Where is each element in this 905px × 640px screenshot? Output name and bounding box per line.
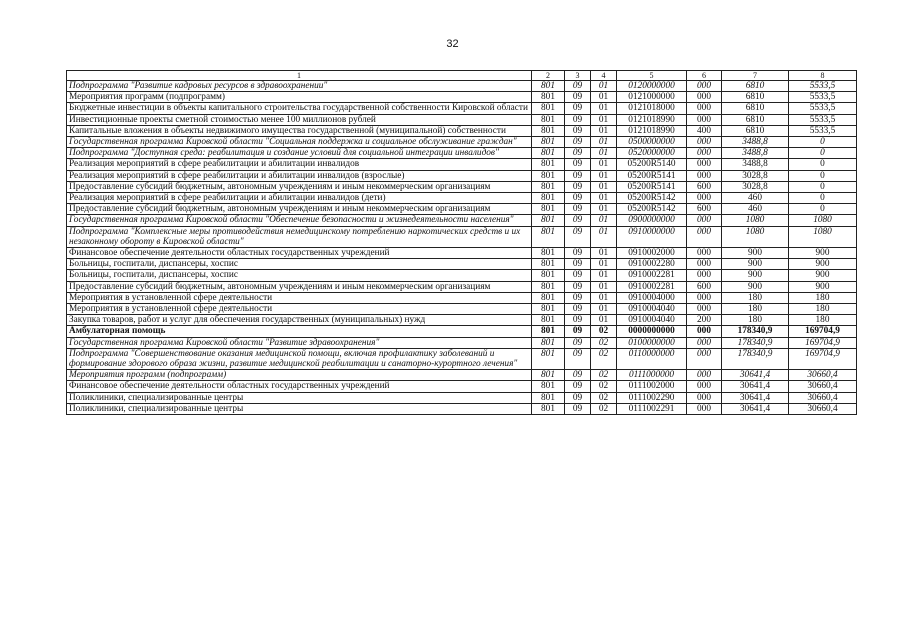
- row-value-cell: 09: [565, 103, 591, 114]
- row-value-cell: 01: [591, 137, 617, 148]
- row-value-cell: 0121018990: [617, 114, 687, 125]
- column-header: 7: [722, 71, 789, 81]
- table-row: [67, 315, 857, 326]
- row-value-cell: 000: [687, 337, 722, 348]
- row-value-cell: 900: [722, 259, 789, 270]
- row-label-cell: Подпрограмма "Совершенствование оказания медицинской помощи, включая профилактику заболеваний и формирование здорового образа жизни, развитие медицинской реабилитации и санаторно-курортного лечения": [67, 348, 532, 369]
- row-value-cell: 801: [532, 248, 565, 259]
- row-value-cell: 09: [565, 170, 591, 181]
- row-value-cell: 000: [687, 159, 722, 170]
- row-value-cell: 5533,5: [789, 125, 857, 136]
- row-value-cell: 000: [687, 348, 722, 369]
- row-value-cell: 178340,9: [722, 348, 789, 369]
- row-value-cell: 05200R5141: [617, 181, 687, 192]
- row-value-cell: 1080: [789, 215, 857, 226]
- row-value-cell: 000: [687, 170, 722, 181]
- row-value-cell: 3488,8: [722, 137, 789, 148]
- row-label-cell: Предоставление субсидий бюджетным, автономным учреждениям и иным некоммерческим организациям: [67, 281, 532, 292]
- row-value-cell: 01: [591, 292, 617, 303]
- table-row: [67, 137, 857, 148]
- row-value-cell: 09: [565, 337, 591, 348]
- row-value-cell: 180: [722, 315, 789, 326]
- column-header: 3: [565, 71, 591, 81]
- row-value-cell: 000: [687, 215, 722, 226]
- row-value-cell: 0121000000: [617, 92, 687, 103]
- row-value-cell: 000: [687, 148, 722, 159]
- table-row: [67, 226, 857, 247]
- row-label-cell: Финансовое обеспечение деятельности областных государственных учреждений: [67, 381, 532, 392]
- row-value-cell: 169704,9: [789, 337, 857, 348]
- table-row: [67, 348, 857, 369]
- row-value-cell: 01: [591, 193, 617, 204]
- row-value-cell: 801: [532, 304, 565, 315]
- row-value-cell: 000: [687, 392, 722, 403]
- row-value-cell: 3488,8: [722, 148, 789, 159]
- row-value-cell: 801: [532, 259, 565, 270]
- row-label-cell: Мероприятия в установленной сфере деятельности: [67, 304, 532, 315]
- row-value-cell: 05200R5142: [617, 204, 687, 215]
- row-value-cell: 3028,8: [722, 181, 789, 192]
- row-value-cell: 5533,5: [789, 81, 857, 92]
- table-row: [67, 248, 857, 259]
- column-header: 5: [617, 71, 687, 81]
- row-value-cell: 000: [687, 114, 722, 125]
- row-value-cell: 801: [532, 326, 565, 337]
- row-value-cell: 000: [687, 292, 722, 303]
- row-value-cell: 0910002281: [617, 270, 687, 281]
- row-value-cell: 169704,9: [789, 348, 857, 369]
- table-row: [67, 81, 857, 92]
- row-value-cell: 200: [687, 315, 722, 326]
- row-value-cell: 0121018000: [617, 103, 687, 114]
- row-label-cell: Бюджетные инвестиции в объекты капитального строительства государственной собственности Кировской области: [67, 103, 532, 114]
- row-label-cell: Подпрограмма "Развитие кадровых ресурсов в здравоохранении": [67, 81, 532, 92]
- row-value-cell: 6810: [722, 81, 789, 92]
- row-value-cell: 900: [789, 281, 857, 292]
- row-value-cell: 0910004040: [617, 315, 687, 326]
- row-value-cell: 09: [565, 326, 591, 337]
- row-value-cell: 09: [565, 226, 591, 247]
- row-value-cell: 000: [687, 193, 722, 204]
- row-value-cell: 01: [591, 315, 617, 326]
- row-value-cell: 02: [591, 403, 617, 414]
- row-value-cell: 0910004040: [617, 304, 687, 315]
- row-value-cell: 801: [532, 292, 565, 303]
- table-row: [67, 281, 857, 292]
- column-header: 1: [67, 71, 532, 81]
- row-value-cell: 180: [789, 292, 857, 303]
- row-value-cell: 000: [687, 92, 722, 103]
- row-value-cell: 0111002291: [617, 403, 687, 414]
- row-value-cell: 169704,9: [789, 326, 857, 337]
- row-value-cell: 09: [565, 81, 591, 92]
- row-value-cell: 01: [591, 259, 617, 270]
- row-label-cell: Поликлиники, специализированные центры: [67, 403, 532, 414]
- row-value-cell: 178340,9: [722, 326, 789, 337]
- row-value-cell: 801: [532, 370, 565, 381]
- row-value-cell: 801: [532, 381, 565, 392]
- row-value-cell: 460: [722, 204, 789, 215]
- row-value-cell: 01: [591, 125, 617, 136]
- row-value-cell: 01: [591, 181, 617, 192]
- row-value-cell: 801: [532, 103, 565, 114]
- row-value-cell: 178340,9: [722, 337, 789, 348]
- row-value-cell: 400: [687, 125, 722, 136]
- row-value-cell: 0111002290: [617, 392, 687, 403]
- row-value-cell: 09: [565, 159, 591, 170]
- row-value-cell: 02: [591, 337, 617, 348]
- row-value-cell: 801: [532, 125, 565, 136]
- row-value-cell: 09: [565, 370, 591, 381]
- row-value-cell: 801: [532, 348, 565, 369]
- row-value-cell: 000: [687, 137, 722, 148]
- row-value-cell: 000: [687, 81, 722, 92]
- row-value-cell: 01: [591, 204, 617, 215]
- row-label-cell: Больницы, госпитали, диспансеры, хоспис: [67, 259, 532, 270]
- row-value-cell: 000: [687, 270, 722, 281]
- row-value-cell: 09: [565, 125, 591, 136]
- row-label-cell: Предоставление субсидий бюджетным, автономным учреждениям и иным некоммерческим организациям: [67, 181, 532, 192]
- row-value-cell: 30660,4: [789, 381, 857, 392]
- row-value-cell: 30660,4: [789, 370, 857, 381]
- row-value-cell: 0000000000: [617, 326, 687, 337]
- row-label-cell: Поликлиники, специализированные центры: [67, 392, 532, 403]
- row-label-cell: Государственная программа Кировской области "Обеспечение безопасности и жизнедеятельности населения": [67, 215, 532, 226]
- row-value-cell: 180: [722, 292, 789, 303]
- row-value-cell: 801: [532, 337, 565, 348]
- row-value-cell: 0520000000: [617, 148, 687, 159]
- row-value-cell: 000: [687, 381, 722, 392]
- row-value-cell: 01: [591, 103, 617, 114]
- row-value-cell: 01: [591, 270, 617, 281]
- row-value-cell: 801: [532, 204, 565, 215]
- row-value-cell: 01: [591, 248, 617, 259]
- row-value-cell: 900: [722, 270, 789, 281]
- table-header-row: [67, 71, 857, 81]
- row-value-cell: 6810: [722, 125, 789, 136]
- row-value-cell: 0110000000: [617, 348, 687, 369]
- row-value-cell: 30641,4: [722, 381, 789, 392]
- row-value-cell: 09: [565, 381, 591, 392]
- row-value-cell: 09: [565, 248, 591, 259]
- row-value-cell: 09: [565, 259, 591, 270]
- row-value-cell: 3488,8: [722, 159, 789, 170]
- row-value-cell: 900: [722, 281, 789, 292]
- row-value-cell: 900: [789, 259, 857, 270]
- row-value-cell: 30660,4: [789, 403, 857, 414]
- row-label-cell: Реализация мероприятий в сфере реабилитации и абилитации инвалидов (дети): [67, 193, 532, 204]
- row-value-cell: 000: [687, 259, 722, 270]
- row-label-cell: Реализация мероприятий в сфере реабилитации и абилитации инвалидов (взрослые): [67, 170, 532, 181]
- row-value-cell: 09: [565, 281, 591, 292]
- row-value-cell: 0: [789, 137, 857, 148]
- table-row: [67, 148, 857, 159]
- budget-table: [66, 70, 857, 415]
- table-row: [67, 370, 857, 381]
- row-value-cell: 0910000000: [617, 226, 687, 247]
- row-value-cell: 0121018990: [617, 125, 687, 136]
- table-row: [67, 181, 857, 192]
- row-value-cell: 09: [565, 304, 591, 315]
- row-value-cell: 01: [591, 159, 617, 170]
- row-value-cell: 0: [789, 193, 857, 204]
- row-value-cell: 5533,5: [789, 114, 857, 125]
- row-value-cell: 1080: [789, 226, 857, 247]
- row-value-cell: 5533,5: [789, 103, 857, 114]
- table-row: [67, 326, 857, 337]
- table-row: [67, 103, 857, 114]
- row-value-cell: 000: [687, 103, 722, 114]
- row-value-cell: 000: [687, 403, 722, 414]
- row-value-cell: 09: [565, 270, 591, 281]
- row-value-cell: 0111000000: [617, 370, 687, 381]
- row-value-cell: 801: [532, 114, 565, 125]
- table-row: [67, 193, 857, 204]
- row-value-cell: 01: [591, 170, 617, 181]
- row-value-cell: 0100000000: [617, 337, 687, 348]
- row-value-cell: 600: [687, 281, 722, 292]
- row-value-cell: 600: [687, 181, 722, 192]
- row-label-cell: Мероприятия программ (подпрограмм): [67, 370, 532, 381]
- table-row: [67, 270, 857, 281]
- row-value-cell: 01: [591, 215, 617, 226]
- row-value-cell: 180: [789, 315, 857, 326]
- row-value-cell: 0111002000: [617, 381, 687, 392]
- row-value-cell: 09: [565, 315, 591, 326]
- table-row: [67, 159, 857, 170]
- row-value-cell: 09: [565, 137, 591, 148]
- row-value-cell: 02: [591, 381, 617, 392]
- row-value-cell: 02: [591, 348, 617, 369]
- row-value-cell: 0500000000: [617, 137, 687, 148]
- row-value-cell: 460: [722, 193, 789, 204]
- row-value-cell: 0900000000: [617, 215, 687, 226]
- column-header: 8: [789, 71, 857, 81]
- table-row: [67, 292, 857, 303]
- row-value-cell: 900: [722, 248, 789, 259]
- row-value-cell: 01: [591, 92, 617, 103]
- row-value-cell: 180: [789, 304, 857, 315]
- row-value-cell: 30660,4: [789, 392, 857, 403]
- row-value-cell: 09: [565, 181, 591, 192]
- row-value-cell: 30641,4: [722, 403, 789, 414]
- row-value-cell: 05200R5140: [617, 159, 687, 170]
- row-value-cell: 09: [565, 193, 591, 204]
- row-value-cell: 09: [565, 348, 591, 369]
- row-value-cell: 801: [532, 170, 565, 181]
- row-value-cell: 000: [687, 248, 722, 259]
- row-value-cell: 09: [565, 148, 591, 159]
- page-number: 32: [446, 38, 459, 50]
- row-label-cell: Инвестиционные проекты сметной стоимостью менее 100 миллионов рублей: [67, 114, 532, 125]
- row-value-cell: 02: [591, 326, 617, 337]
- row-value-cell: 6810: [722, 114, 789, 125]
- row-value-cell: 801: [532, 137, 565, 148]
- row-value-cell: 801: [532, 193, 565, 204]
- row-label-cell: Мероприятия в установленной сфере деятельности: [67, 292, 532, 303]
- table-row: [67, 204, 857, 215]
- table-row: [67, 304, 857, 315]
- row-value-cell: 0910002281: [617, 281, 687, 292]
- row-value-cell: 801: [532, 403, 565, 414]
- row-value-cell: 900: [789, 248, 857, 259]
- row-value-cell: 600: [687, 204, 722, 215]
- row-value-cell: 0: [789, 204, 857, 215]
- row-value-cell: 01: [591, 114, 617, 125]
- row-value-cell: 801: [532, 181, 565, 192]
- row-value-cell: 01: [591, 148, 617, 159]
- row-value-cell: 801: [532, 92, 565, 103]
- row-value-cell: 09: [565, 204, 591, 215]
- row-value-cell: 02: [591, 370, 617, 381]
- row-value-cell: 3028,8: [722, 170, 789, 181]
- row-value-cell: 6810: [722, 92, 789, 103]
- row-value-cell: 801: [532, 159, 565, 170]
- row-value-cell: 01: [591, 226, 617, 247]
- row-value-cell: 000: [687, 370, 722, 381]
- row-value-cell: 0910002280: [617, 259, 687, 270]
- column-header: 4: [591, 71, 617, 81]
- row-value-cell: 0910004000: [617, 292, 687, 303]
- row-value-cell: 02: [591, 392, 617, 403]
- row-value-cell: 01: [591, 81, 617, 92]
- row-label-cell: Закупка товаров, работ и услуг для обеспечения государственных (муниципальных) нужд: [67, 315, 532, 326]
- row-value-cell: 1080: [722, 226, 789, 247]
- row-label-cell: Предоставление субсидий бюджетным, автономным учреждениям и иным некоммерческим организациям: [67, 204, 532, 215]
- row-value-cell: 000: [687, 326, 722, 337]
- table-row: [67, 381, 857, 392]
- table-row: [67, 337, 857, 348]
- row-value-cell: 801: [532, 148, 565, 159]
- row-value-cell: 05200R5141: [617, 170, 687, 181]
- row-label-cell: Подпрограмма "Доступная среда: реабилитация и создание условий для социальной интеграции инвалидов": [67, 148, 532, 159]
- row-label-cell: Мероприятия программ (подпрограмм): [67, 92, 532, 103]
- row-label-cell: Государственная программа Кировской области "Развитие здравоохранения": [67, 337, 532, 348]
- row-value-cell: 5533,5: [789, 92, 857, 103]
- column-header: 6: [687, 71, 722, 81]
- row-value-cell: 180: [722, 304, 789, 315]
- table-body: [67, 81, 857, 415]
- row-label-cell: Больницы, госпитали, диспансеры, хоспис: [67, 270, 532, 281]
- row-value-cell: 01: [591, 304, 617, 315]
- row-value-cell: 09: [565, 292, 591, 303]
- row-value-cell: 09: [565, 392, 591, 403]
- table-row: [67, 392, 857, 403]
- row-value-cell: 01: [591, 281, 617, 292]
- row-value-cell: 6810: [722, 103, 789, 114]
- table-row: [67, 403, 857, 414]
- row-value-cell: 801: [532, 281, 565, 292]
- table-row: [67, 92, 857, 103]
- row-value-cell: 801: [532, 215, 565, 226]
- table-row: [67, 259, 857, 270]
- row-value-cell: 0: [789, 148, 857, 159]
- row-label-cell: Финансовое обеспечение деятельности областных государственных учреждений: [67, 248, 532, 259]
- row-value-cell: 09: [565, 215, 591, 226]
- row-value-cell: 0: [789, 181, 857, 192]
- row-value-cell: 0120000000: [617, 81, 687, 92]
- row-value-cell: 900: [789, 270, 857, 281]
- row-value-cell: 30641,4: [722, 370, 789, 381]
- table-row: [67, 170, 857, 181]
- row-value-cell: 09: [565, 114, 591, 125]
- row-value-cell: 000: [687, 226, 722, 247]
- row-value-cell: 000: [687, 304, 722, 315]
- row-label-cell: Государственная программа Кировской области "Социальная поддержка и социальное обслуживание граждан": [67, 137, 532, 148]
- column-header: 2: [532, 71, 565, 81]
- row-value-cell: 1080: [722, 215, 789, 226]
- row-label-cell: Амбулаторная помощь: [67, 326, 532, 337]
- row-value-cell: 09: [565, 92, 591, 103]
- row-label-cell: Капитальные вложения в объекты недвижимого имущества государственной (муниципальной) собственности: [67, 125, 532, 136]
- row-value-cell: 801: [532, 81, 565, 92]
- row-value-cell: 30641,4: [722, 392, 789, 403]
- row-value-cell: 801: [532, 315, 565, 326]
- row-value-cell: 05200R5142: [617, 193, 687, 204]
- row-value-cell: 801: [532, 226, 565, 247]
- row-value-cell: 801: [532, 270, 565, 281]
- row-value-cell: 0: [789, 159, 857, 170]
- table-row: [67, 114, 857, 125]
- row-value-cell: 09: [565, 403, 591, 414]
- row-value-cell: 801: [532, 392, 565, 403]
- row-label-cell: Подпрограмма "Комплексные меры противодействия немедицинскому потреблению наркотических средств и их незаконному обороту в Кировской области": [67, 226, 532, 247]
- row-label-cell: Реализация мероприятий в сфере реабилитации и абилитации инвалидов: [67, 159, 532, 170]
- row-value-cell: 0910002000: [617, 248, 687, 259]
- table-row: [67, 215, 857, 226]
- row-value-cell: 0: [789, 170, 857, 181]
- table-row: [67, 125, 857, 136]
